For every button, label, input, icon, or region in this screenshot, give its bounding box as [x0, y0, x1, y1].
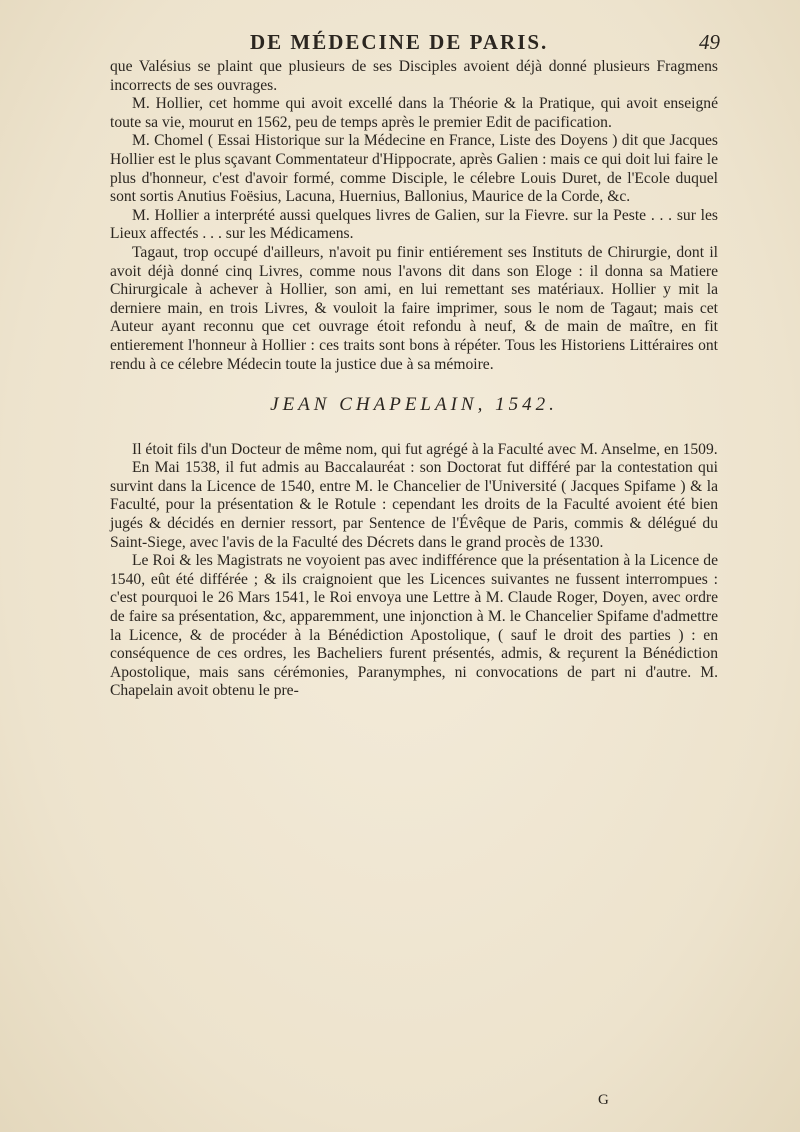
body-text — [110, 58, 718, 701]
page-header — [110, 30, 720, 60]
signature-mark: G — [598, 1092, 609, 1108]
paragraph-4: M. Hollier a interprété aussi quelques livres de Galien, sur la Fievre. sur la Peste . . . sur les Lieux affectés . . . sur les Médicamens. — [110, 206, 718, 243]
paragraph-5: Tagaut, trop occupé d'ailleurs, n'avoit pu finir entiérement ses Instituts de Chirurgie, dont il avoit déjà donné cinq Livres, comme nous l'avons dit dans son Eloge : il donna sa Matiere Chirurgicale à achever à Hollier, son ami, en lui remettant ses matériaux. Hollier y mit la derniere main, en trois Livres, & vouloit la faire imprimer, sous le nom de Tagaut; mais cet Auteur ayant reconnu que cet ouvrage étoit refondu à neuf, & de main de maître, en fit entierement l'honneur à Hollier : ces traits sont bons à répéter. Tous les Historiens Littéraires ont rendu à ce célebre Médecin toute la justice due à sa mémoire. — [110, 243, 718, 373]
paragraph-8: Le Roi & les Magistrats ne voyoient pas avec indifférence que la présentation à la Licence de 1540, eût été différée ; & ils craignoient que les Licences suivantes ne fussent interrompues : c'est pourquoi le 26 Mars 1541, le Roi envoya une Lettre à M. Claude Roger, Doyen, avec ordre de faire sa présentation, &c, apparemment, une injonction à M. le Chancelier Spifame d'admettre la Licence, & de procéder à la Bénédiction Apostolique, ( sauf le droit des parties ) : en conséquence de ces ordres, les Bacheliers furent présentés, admis, & reçurent la Bénédiction Apostolique, mais sans cérémonies, Paranymphes, ni convocations de part ni d'autre. M. Chapelain avoit obtenu le pre- — [110, 552, 718, 700]
paragraph-2: M. Hollier, cet homme qui avoit excellé dans la Théorie & la Pratique, qui avoit enseigné toute sa vie, mourut en 1562, peu de temps après le premier Edit de pacification. — [110, 95, 718, 131]
running-title: DE MÉDECINE DE PARIS. — [250, 30, 549, 54]
paragraph-3: M. Chomel ( Essai Historique sur la Médecine en France, Liste des Doyens ) dit que Jacques Hollier est le plus sçavant Commentateur d'Hippocrate, après Galien : mais ce qui doit lui faire le plus d'honneur, c'est d'avoir formé, comme Disciple, le célebre Louis Duret, de l'Ecole duquel sont sortis Anutius Foësius, Lacuna, Huernius, Ballonius, Maurice de la Corde, &c. — [110, 132, 718, 206]
paragraph-1: que Valésius se plaint que plusieurs de ses Disciples avoient déjà donné plusieurs Fragmens incorrects de ses ouvrages. — [110, 58, 718, 94]
section-heading: JEAN CHAPELAIN, 1542. — [270, 394, 558, 416]
paragraph-7: En Mai 1538, il fut admis au Baccalauréat : son Doctorat fut différé par la contestation qui survint dans la Licence de 1540, entre M. le Chancelier de l'Université ( Jacques Spifame ) & la Faculté, pour la présentation & le Rotule : cependant les droits de la Faculté avoient été bien jugés & décidés en dernier ressort, par Sentence de l'Évêque de Paris, commis & délégué du Saint-Siege, avec l'avis de la Faculté des Décrets dans le grand procès de 1330. — [110, 459, 718, 551]
page-number: 49 — [699, 30, 720, 54]
paragraph-6: Il étoit fils d'un Docteur de même nom, qui fut agrégé à la Faculté avec M. Anselme, en 1509. — [132, 440, 718, 458]
